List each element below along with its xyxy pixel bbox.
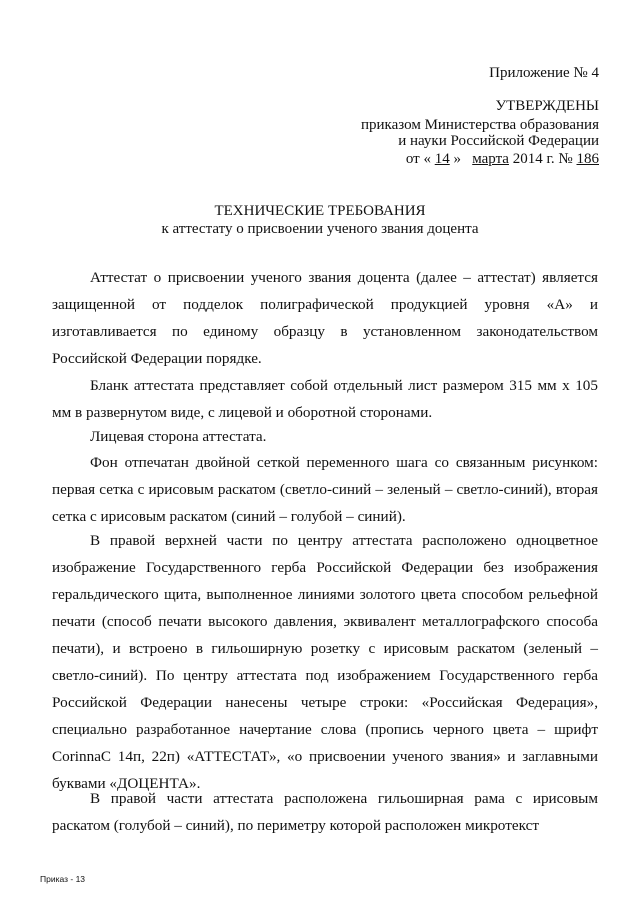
date-day: 14	[434, 151, 450, 167]
order-line-1: приказом Министерства образования	[361, 117, 599, 133]
paragraph-3: Лицевая сторона аттестата.	[90, 428, 267, 445]
date-month: марта	[472, 151, 509, 167]
date-year: 2014 г. №	[512, 151, 573, 167]
paragraph-5: В правой верхней части по центру аттестата расположено одноцветное изображение Государственного герба Российской Федерации без изображения геральдического щита, выполненное линиями золотого цвета способом рельефной печати (способ печати высокого давления, эквивалент металлографского способа печати), и встроено в гильоширную розетку с ирисовым раскатом (зеленый – светло-синий). По центру аттестата под изображением Государственного герба Российской Федерации нанесены четыре строки: «Российская Федерация», специально разработанное начертание слова (пропись черного цвета – шрифт CorinnaC 14п, 22п) «АТТЕСТАТ», «о присвоении ученого звания» и заглавными буквами «ДОЦЕНТА».	[52, 532, 598, 792]
paragraph-6: В правой части аттестата расположена гильоширная рама с ирисовым раскатом (голубой – синий), по периметру которой расположен микротекст	[52, 790, 598, 834]
paragraph-4: Фон отпечатан двойной сеткой переменного шага со связанным рисунком: первая сетка с ирисовым раскатом (светло-синий – зеленый – светло-синий), вторая сетка с ирисовым раскатом (синий – голубой – синий).	[52, 454, 598, 525]
paragraph-2: Бланк аттестата представляет собой отдельный лист размером 315 мм х 105 мм в развернутом виде, с лицевой и оборотной сторонами.	[52, 377, 598, 421]
document-title: ТЕХНИЧЕСКИЕ ТРЕБОВАНИЯ	[214, 203, 426, 219]
date-mid: »	[453, 151, 461, 167]
date-number: 186	[576, 151, 599, 167]
approved-label: УТВЕРЖДЕНЫ	[495, 98, 599, 114]
order-date-line	[406, 152, 599, 167]
date-prefix: от «	[405, 151, 431, 167]
order-line-2: и науки Российской Федерации	[398, 133, 599, 149]
paragraph-1: Аттестат о присвоении ученого звания доцента (далее – аттестат) является защищенной от подделок полиграфической продукцией уровня «А» и изготавливается по единому образцу в установленном законодательством Российской Федерации порядке.	[52, 269, 598, 367]
page-footer: Приказ - 13	[40, 874, 86, 884]
appendix-label: Приложение № 4	[489, 65, 599, 81]
document-subtitle: к аттестату о присвоении ученого звания доцента	[161, 221, 479, 237]
